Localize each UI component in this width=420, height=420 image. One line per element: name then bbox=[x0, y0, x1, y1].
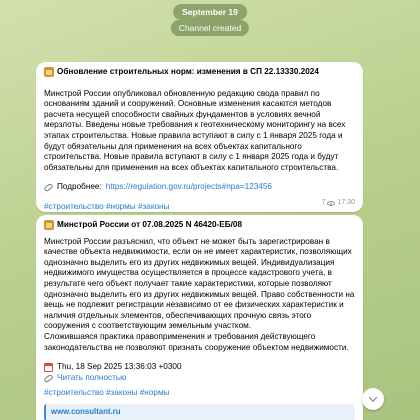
read-more-line bbox=[44, 373, 355, 384]
read-more-link[interactable]: Читать полностью bbox=[57, 372, 127, 382]
date-line bbox=[44, 362, 355, 373]
link-icon bbox=[43, 183, 53, 192]
construction-icon bbox=[44, 67, 54, 77]
channel-post[interactable] bbox=[36, 62, 363, 212]
scroll-down-button[interactable] bbox=[362, 388, 384, 410]
hashtags[interactable]: #строительство #законы #нормы bbox=[44, 388, 170, 398]
post-body: Минстрой России разъяснил, что объект не может быть зарегистрирован в качестве объекта недвижимости, если он не имеет характеристик, позволяющих однозначно выделить его из других недвижимых вещей. Индивидуализация недвижимого имущества осуществляется в процессе кадастрового учета, в результате чего объект получает такие характеристики, которые позволяют однозначно выделить его из других недвижимых вещей. Право собственности на вещь не подлежит регистрации независимо от ее физических характеристик и наличия отдельных элементов, обеспечивающих прочную связь этого сооружения с соответствующим земельным участком. Сложившаяся практика правоприменения и требования действующего законодательства не позволяют признать сооружение объектом недвижимости. bbox=[44, 236, 355, 352]
post-title: Обновление строительных норм: изменения в СП 22.13330.2024 bbox=[57, 67, 319, 76]
eye-icon bbox=[327, 201, 335, 206]
published-date: Thu, 18 Sep 2025 13:36:03 +0300 bbox=[57, 362, 182, 372]
link-preview[interactable]: www.consultant.ru bbox=[44, 404, 355, 420]
arrow-down-icon bbox=[369, 393, 377, 401]
post-time: 17:30 bbox=[337, 199, 355, 207]
post-body: Минстрой России опубликовал обновленную редакцию свода правил по основаниям зданий и сооружений. Основные изменения касаются методов расчета несущей способности свайных фундаментов в условиях вечной мерзлоты. Введены новые требования к геотехническому мониторингу на всех этапах строительства. Новые правила вступают в силу с 1 января 2025 года и будут обязательны для применения на всех объектах капитального строительства. Новые правила вступают в силу с 1 января 2025 года и будут обязательны для применения на всех объектах капитального строительства. bbox=[44, 88, 348, 172]
channel-post[interactable] bbox=[36, 215, 363, 420]
construction-icon bbox=[44, 220, 54, 230]
date-separator: September 19 bbox=[173, 4, 247, 20]
post-title: Минстрой России от 07.08.2025 N 46420-ЕБ/08 bbox=[57, 220, 243, 229]
more-label: Подробнее: bbox=[57, 182, 102, 192]
service-message: Channel created bbox=[171, 20, 249, 36]
post-title-row bbox=[44, 220, 355, 231]
calendar-icon bbox=[44, 363, 53, 372]
more-line bbox=[44, 182, 355, 193]
post-title-row bbox=[44, 67, 355, 78]
source-link[interactable]: https://regulation.gov.ru/projects#npa=123456 bbox=[105, 182, 272, 192]
post-meta bbox=[322, 198, 355, 209]
link-icon bbox=[43, 373, 53, 382]
hashtags[interactable]: #строительство #нормы #законы bbox=[44, 201, 170, 211]
views-count: 7 bbox=[321, 199, 326, 207]
